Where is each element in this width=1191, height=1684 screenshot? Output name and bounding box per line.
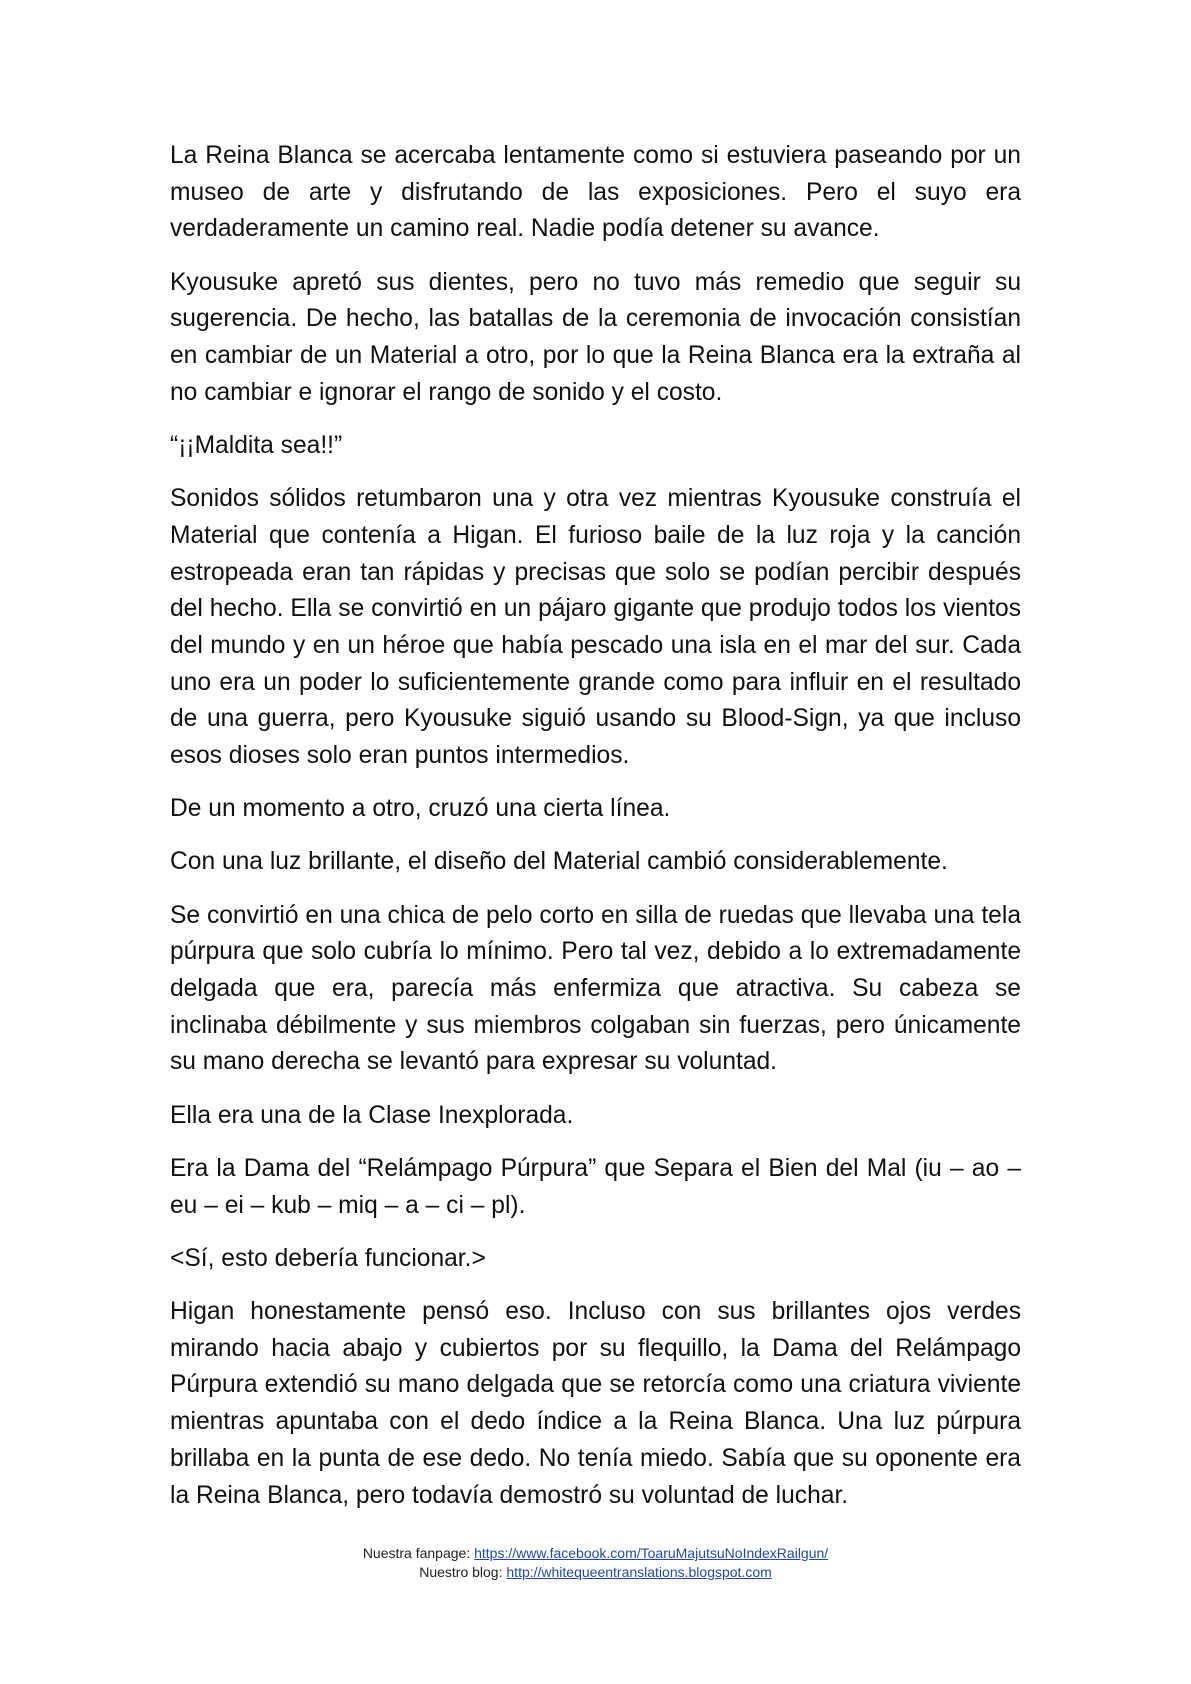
paragraph: Higan honestamente pensó eso. Incluso con sus brillantes ojos verdes mirando hacia abajo y cubiertos por su flequillo, la Dama del Relámpago Púrpura extendió su mano delgada que se retorcía como una criatura viviente mientras apuntaba con el dedo índice a la Reina Blanca. Una luz púrpura brillaba en la punta de ese dedo. No tenía miedo. Sabía que su oponente era la Reina Blanca, pero todavía demostró su voluntad de luchar. bbox=[170, 1297, 1021, 1509]
fanpage-link[interactable]: https://www.facebook.com/ToaruMajutsuNoIndexRailgun/ bbox=[474, 1545, 829, 1561]
paragraph: Se convirtió en una chica de pelo corto en silla de ruedas que llevaba una tela púrpura que solo cubría lo mínimo. Pero tal vez, debido a lo extremadamente delgada que era, parecía más enfermiza que atractiva. Su cabeza se inclinaba débilmente y sus miembros colgaban sin fuerzas, pero únicamente su mano derecha se levantó para expresar su voluntad. bbox=[170, 901, 1021, 1076]
body-text bbox=[170, 138, 1021, 1531]
footer-fanpage-line bbox=[0, 1544, 1191, 1563]
dialogue-line: <Sí, esto debería funcionar.> bbox=[170, 1244, 486, 1272]
footer-blog-line bbox=[0, 1563, 1191, 1582]
paragraph: Ella era una de la Clase Inexplorada. bbox=[170, 1101, 574, 1129]
paragraph: Kyousuke apretó sus dientes, pero no tuvo más remedio que seguir su sugerencia. De hecho, las batallas de la ceremonia de invocación consistían en cambiar de un Material a otro, por lo que la Reina Blanca era la extraña al no cambiar e ignorar el rango de sonido y el costo. bbox=[170, 268, 1021, 406]
footer-blog-label: Nuestro blog: bbox=[419, 1564, 507, 1580]
paragraph: Era la Dama del “Relámpago Púrpura” que Separa el Bien del Mal (iu – ao – eu – ei – kub – miq – a – ci – pl). bbox=[170, 1154, 1021, 1219]
paragraph: Con una luz brillante, el diseño del Material cambió considerablemente. bbox=[170, 848, 948, 876]
dialogue-line: “¡¡Maldita sea!!” bbox=[170, 431, 343, 459]
footer-fanpage-label: Nuestra fanpage: bbox=[362, 1545, 475, 1561]
page-footer bbox=[0, 1544, 1191, 1582]
paragraph: Sonidos sólidos retumbaron una y otra vez mientras Kyousuke construía el Material que contenía a Higan. El furioso baile de la luz roja y la canción estropeada eran tan rápidas y precisas que solo se podían percibir después del hecho. Ella se convirtió en un pájaro gigante que produjo todos los vientos del mundo y en un héroe que había pescado una isla en el mar del sur. Cada uno era un poder lo suficientemente grande como para influir en el resultado de una guerra, pero Kyousuke siguió usando su Blood-Sign, ya que incluso esos dioses solo eran puntos intermedios. bbox=[170, 485, 1021, 770]
blog-link[interactable]: http://whitequeentranslations.blogspot.com bbox=[506, 1564, 772, 1580]
paragraph: La Reina Blanca se acercaba lentamente como si estuviera paseando por un museo de arte y disfrutando de las exposiciones. Pero el suyo era verdaderamente un camino real. Nadie podía detener su avance. bbox=[170, 142, 1021, 243]
paragraph: De un momento a otro, cruzó una cierta línea. bbox=[170, 795, 671, 823]
